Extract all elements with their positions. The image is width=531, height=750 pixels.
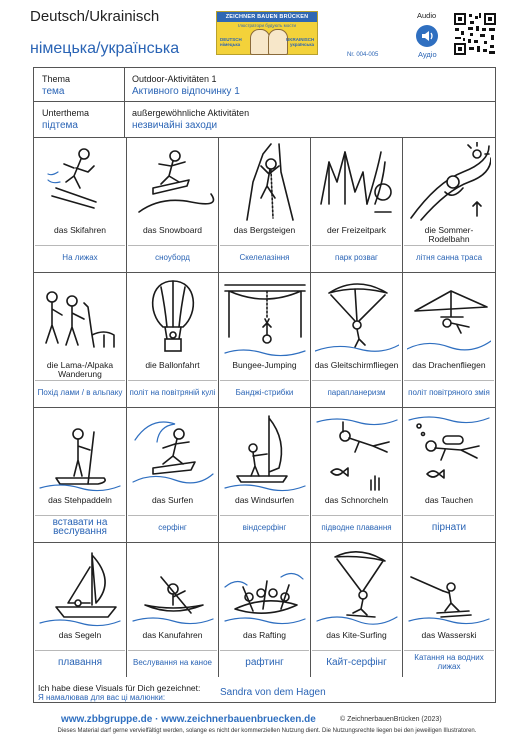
unterthema-value-ukrainian: незвичайні заходи [132,120,218,131]
windsurfer-icon [223,412,307,492]
activity-german: das Skifahren [54,225,106,235]
logo-sub-text: Ілюстратори будують мости [237,23,297,28]
logo-left-text: DEUTSCH німецька [220,37,242,47]
activity-card [126,408,218,542]
qr-code-icon[interactable] [453,12,497,56]
activity-ukrainian: віндсерфінг [220,515,309,538]
activity-german: die Ballonfahrt [145,360,200,370]
activity-card [126,273,218,407]
activity-ukrainian: парк розваг [312,245,401,268]
activity-german: die Sommer-Rodelbahn [424,225,474,244]
logo-band-text: ZEICHNER BAUEN BRÜCKEN [217,12,317,22]
activity-ukrainian: Кайт-серфінг [312,650,401,673]
canoe-icon [131,547,215,627]
activity-ukrainian: На лижах [35,245,125,268]
activity-card [402,543,495,677]
activity-german: das Windsurfen [234,495,295,505]
audio-speaker-icon[interactable] [416,25,438,47]
climber-icon [223,142,307,222]
activity-card [34,273,126,407]
activity-card [34,138,126,272]
thema-value-german: Outdoor-Aktivitäten 1 [132,74,217,84]
document-number: Nr. 004-005 [347,52,379,58]
logo-face-right [268,29,288,55]
activity-ukrainian: Банджі-стрибки [220,380,309,403]
unterthema-label-ukrainian: підтема [42,120,78,131]
surfer-icon [131,412,215,492]
skier-icon [38,142,122,222]
activity-card [402,138,495,272]
activity-german: Bungee-Jumping [232,360,297,370]
unterthema-label-german: Unterthema [42,108,90,118]
logo-right-text: UKRAINISCH українська [286,37,315,47]
activity-ukrainian: рафтинг [220,650,309,673]
audio-label-ukrainian: Аудіо [418,50,437,59]
activity-card [310,408,402,542]
thema-label-ukrainian: тема [42,86,65,97]
activity-card [126,138,218,272]
activity-card [310,273,402,407]
activity-ukrainian: політ повітряного змія [404,380,494,403]
activity-ukrainian: Похід лами / в альпаку [35,380,125,403]
activity-card [34,408,126,542]
author-name: Sandra von dem Hagen [220,687,326,698]
sailboat-icon [38,547,122,627]
audio-label-german: Audio [417,11,437,20]
activity-german: das Surfen [151,495,194,505]
kite-surfer-icon [315,547,399,627]
activity-row [34,542,495,677]
snorkeler-icon [315,412,399,492]
activity-german: die Lama-/Alpaka Wanderung [46,360,114,379]
activity-grid [34,137,495,677]
title-german: Deutsch/Ukrainisch [30,8,160,25]
activity-card [126,543,218,677]
activity-card [218,138,310,272]
thema-label-german: Thema [42,74,71,84]
unterthema-value-german: außergewöhnliche Aktivitäten [132,108,250,118]
zeichner-bauen-bruecken-logo [216,11,318,55]
diver-icon [407,412,491,492]
activity-german: das Schnorcheln [324,495,389,505]
website-links[interactable]: www.zbbgruppe.de · www.zeichnerbauenbruecken.de [61,714,316,725]
activity-ukrainian: Веслування на каное [128,650,217,673]
visuals-credit-ukrainian: Я намалював для вас ці малюнки: [38,693,166,702]
activity-row [34,272,495,407]
activity-ukrainian: Скелелазіння [220,245,309,268]
activity-german: das Tauchen [424,495,474,505]
visuals-credit-german: Ich habe diese Visuals für Dich gezeichnet: [38,683,201,693]
stand-up-paddle-icon [38,412,122,492]
activity-german: das Drachenfliegen [412,360,486,370]
amusement-park-icon [315,142,399,222]
activity-ukrainian: підводне плавання [312,515,401,538]
activity-ukrainian: політ на повітряній кулі [128,380,217,403]
bungee-jumping-icon [223,277,307,357]
activity-german: das Rafting [243,630,286,640]
activity-german: das Bergsteigen [233,225,296,235]
activity-ukrainian: плавання [35,650,125,673]
worksheet-frame [33,67,496,703]
snowboarder-icon [131,142,215,222]
hang-glider-icon [407,277,491,357]
copyright-notice: © ZeichnerbauenBrücken (2023) [340,716,442,723]
activity-ukrainian: серфінг [128,515,217,538]
hot-air-balloon-icon [131,277,215,357]
activity-german: das Stehpaddeln [48,495,112,505]
activity-row [34,407,495,542]
activity-german: das Wasserski [421,630,477,640]
activity-ukrainian: парапланеризм [312,380,401,403]
activity-german: das Kanufahren [142,630,203,640]
activity-german: das Gleitschirmfliegen [314,360,399,370]
activity-ukrainian: Катання на водних лижах [404,650,494,673]
activity-ukrainian: сноуборд [128,245,217,268]
activity-card [34,543,126,677]
activity-ukrainian: літня санна траса [404,245,494,268]
summer-toboggan-icon [407,142,491,222]
activity-german: das Segeln [58,630,102,640]
activity-german: das Kite-Surfing [326,630,387,640]
water-skier-icon [407,547,491,627]
activity-card [310,138,402,272]
logo-face-left [250,29,270,55]
activity-ukrainian: вставати на веслування [35,515,125,538]
activity-ukrainian: пірнати [404,515,494,538]
thema-value-ukrainian: Активного відпочинку 1 [132,86,240,97]
license-notice: Dieses Material darf gerne vervielfältigt werden, solange es nicht der kommerziellen Nutzung dient. Die Nutzungsrechte liegen bei den jeweiligen Illustratoren. [57,728,477,734]
paraglider-icon [315,277,399,357]
activity-card [402,408,495,542]
rafting-icon [223,547,307,627]
activity-card [218,273,310,407]
activity-card [218,408,310,542]
topic-divider [34,101,495,102]
activity-card [310,543,402,677]
activity-card [402,273,495,407]
llama-hike-icon [38,277,122,357]
topic-column-divider [124,68,125,137]
title-ukrainian: німецька/українська [30,40,180,57]
activity-german: der Freizeitpark [326,225,387,235]
activity-german: das Snowboard [142,225,203,235]
activity-row [34,137,495,272]
activity-card [218,543,310,677]
